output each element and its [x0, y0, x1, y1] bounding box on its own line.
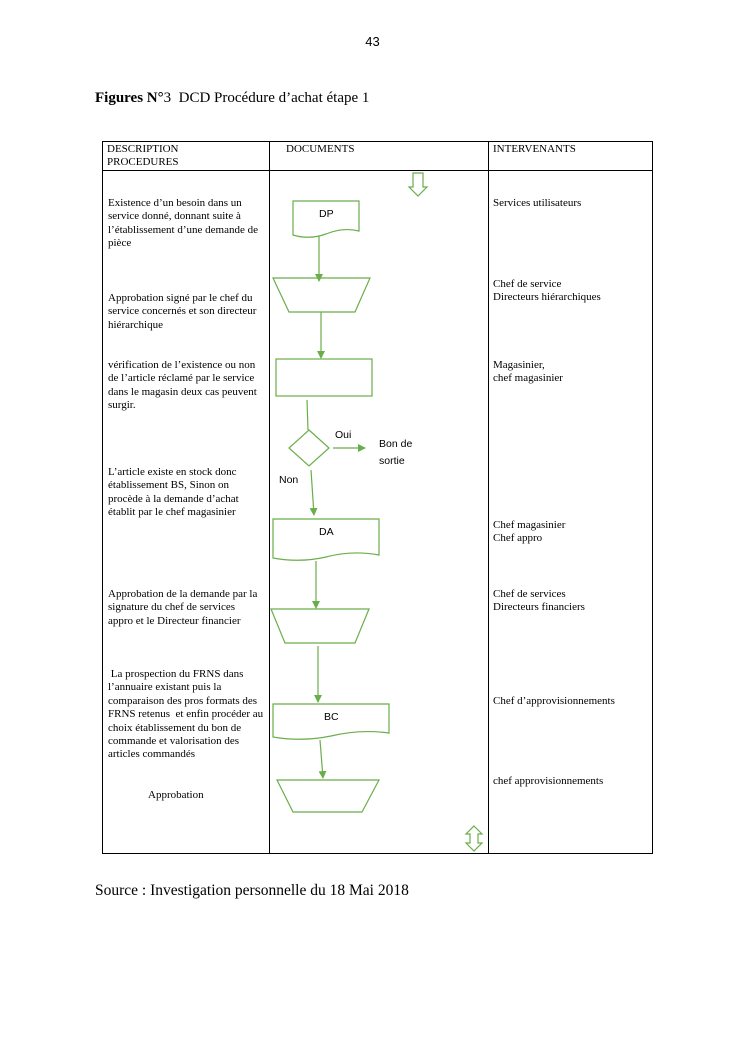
intervenant-approbation-chef: Chef de service Directeurs hiérarchiques	[493, 278, 601, 304]
document-da-label: DA	[319, 526, 334, 538]
header-documents: DOCUMENTS	[286, 143, 355, 155]
header-description: DESCRIPTION PROCEDURES	[107, 143, 179, 168]
page-number: 43	[365, 34, 380, 49]
decision-diamond	[289, 430, 329, 466]
bon-de-sortie-line1: Bon de	[379, 438, 413, 450]
figure-caption: DCD Procédure d’achat étape 1	[178, 90, 370, 106]
header-intervenants: INTERVENANTS	[493, 143, 576, 155]
document-dp-label: DP	[319, 208, 334, 220]
source-note: Source : Investigation personnelle du 18 Mai 2018	[95, 882, 409, 899]
end-double-arrow-icon	[466, 826, 482, 851]
description-verification: vérification de l’existence ou non de l’article réclamé par le service dans le magasin deux cas peuvent surgir.	[108, 359, 257, 412]
intervenant-verification: Magasinier, chef magasinier	[493, 359, 563, 385]
decision-yes-label: Oui	[335, 429, 352, 441]
decision-no-label: Non	[279, 474, 299, 486]
description-stock: L’article existe en stock donc établissement BS, Sinon on procède à la demande d’achat établit par le chef magasinier	[108, 466, 239, 519]
approval-trapezoid-1	[273, 278, 370, 312]
intervenant-stock: Chef magasinier Chef appro	[493, 519, 566, 545]
intervenant-prospection: Chef d’approvisionnements	[493, 695, 615, 707]
description-approbation-chef: Approbation signé par le chef du service concernés et son directeur hiérarchique	[108, 292, 257, 331]
figure-number: 3	[163, 90, 172, 106]
intervenant-besoin: Services utilisateurs	[493, 197, 582, 209]
intervenant-approbation-demande: Chef de services Directeurs financiers	[493, 588, 585, 614]
approval-trapezoid-3	[277, 780, 379, 812]
document-bc-label: BC	[324, 711, 339, 723]
start-arrow-icon	[409, 173, 427, 196]
intervenant-approbation-final: chef approvisionnements	[493, 775, 604, 787]
description-approbation-demande: Approbation de la demande par la signature du chef de services appro et le Directeur financier	[108, 588, 258, 627]
bon-de-sortie-line2: sortie	[379, 455, 405, 467]
approval-trapezoid-2	[271, 609, 369, 643]
figure-prefix: Figures N°	[95, 90, 164, 106]
verification-process-box	[276, 359, 372, 396]
description-besoin: Existence d’un besoin dans un service donné, donnant suite à l’établissement d’une demande de pièce	[108, 197, 258, 250]
description-prospection: La prospection du FRNS dans l’annuaire existant puis la comparaison des pros formats des FRNS retenus et enfin procéder au choix établissement du bon de commande et valorisation des articles commandés	[108, 668, 266, 761]
description-approbation-final: Approbation	[148, 789, 204, 801]
